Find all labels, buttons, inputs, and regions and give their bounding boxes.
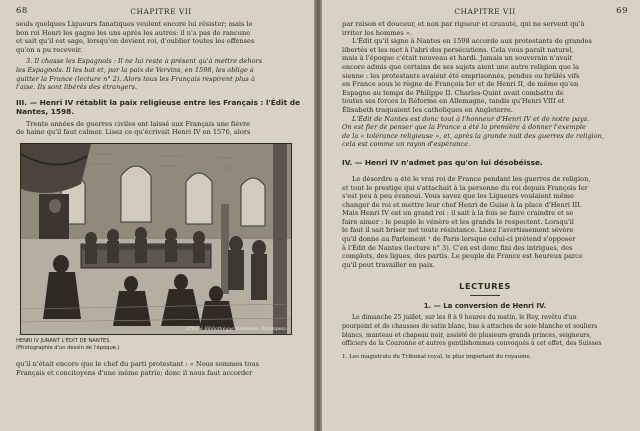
illustration-caption <box>16 338 306 352</box>
lecture-1-title: 1. — La conversion de Henri IV. <box>423 302 547 311</box>
edict-paragraph <box>342 37 628 114</box>
right-opening-paragraph <box>342 20 628 37</box>
text-line: quitter la France (lecture n° 2). Alors tous les Français respirent plus à <box>16 74 255 83</box>
caption-subtitle: (Photographie d'un dessin de l'époque.) <box>16 344 120 351</box>
lectures-rule <box>470 295 500 296</box>
text-line: qu'il donne au Parlement ¹ de Paris lorsque celui-ci prétend s'opposer <box>342 235 576 244</box>
text-line: et sait qu'il est sage, lorsqu'on devient roi, d'oublier toutes les offenses <box>16 37 255 46</box>
text-line: irriter les hommes ». <box>342 28 413 37</box>
text-line: qu'on a pu recevoir. <box>16 45 83 54</box>
text-line: pourpoint et de chausses de satin blanc, bas à attaches de soie blanche et souliers <box>342 323 598 331</box>
footnote: 1. Les magistrats du Tribunal royal, le plus important du royaume. <box>342 353 532 360</box>
caption-title: HENRI IV JURANT L'ÉDIT DE NANTES. <box>16 337 112 344</box>
text-line: de la « tolérance religieuse », et, après la grande nuit des guerres de religion, <box>342 131 604 140</box>
text-line: qu'il n'était encore que le chef du parti protestant : « Nous sommes tous <box>16 359 259 368</box>
illustration-credit: (Cliché Bibliothèque Nationale, Estampes). <box>186 326 287 332</box>
text-line: s'est peu à peu évanoui. Vous savez que les Ligueurs voulaient même <box>342 192 574 201</box>
text-line: Mais Henri IV est un grand roi : il sait à la fois se faire craindre et se <box>342 209 574 218</box>
text-line: sienne : les protestants avaient été emprisonnés, pendus ou brûlés vifs <box>342 71 580 80</box>
text-line: L'Édit qu'il signe à Nantes en 1598 accorde aux protestants de grandes <box>352 37 592 46</box>
lectures-title: LECTURES <box>459 281 511 292</box>
left-chapter-title: CHAPITRE VII <box>130 7 192 16</box>
right-page-number: 69 <box>616 6 628 16</box>
engraving-henri-iv-edict <box>20 143 292 335</box>
left-running-head <box>16 6 306 20</box>
text-line: les Espagnols. Il les bat et, par la paix de Vervins, en 1598, les oblige à <box>16 65 254 74</box>
text-line: seuls quelques Ligueurs fanatiques veulent encore lui résister; mais le <box>16 20 253 28</box>
text-line: officiers de la Couronne et autres gentilshommes convoqués à cet effet, des Suisses <box>342 340 602 348</box>
text-line: mais à l'époque c'était nouveau et hardi. Jamais un souverain n'avait <box>342 54 573 63</box>
text-line: en France sous le règne de François Ier et de Henri II, de même qu'en <box>342 80 579 89</box>
text-line: libertés et les met à l'abri des persécutions. Cela vous paraît naturel, <box>342 45 574 54</box>
text-line: par raison et douceur, et non par rigueur et cruauté, qui ne servent qu'à <box>342 20 585 28</box>
section-heading-iv: IV. — Henri IV n'admet pas qu'on lui désobéisse. <box>342 157 543 167</box>
text-line: et tout le prestige qui s'attachait à la personne du roi depuis François Ier <box>342 183 588 192</box>
text-line: de haine qu'il faut calmer. Lisez ce qu'écrivait Henri IV en 1576, alors <box>16 128 251 137</box>
left-opening-paragraph <box>16 20 306 54</box>
right-page <box>322 0 640 431</box>
text-line: Trente années de guerres civiles ont laissé aux Français une fièvre <box>26 119 251 128</box>
text-line: à l'Édit de Nantes (lecture n° 3). C'en est donc fini des intrigues, des <box>342 243 573 252</box>
text-line: Élisabeth traquaient les catholiques en Angleterre. <box>342 105 513 114</box>
text-line: blancs, manteau et chapeau noir, assisté de plusieurs grands princes, seigneurs, <box>342 331 592 339</box>
text-line: complots, des ligues, des partis. Le peuple de France est heureux parce <box>342 252 583 261</box>
right-page-content <box>342 6 628 361</box>
text-line: cela est comme un rayon d'espérance. <box>342 140 471 149</box>
text-line: encore admis que certains de ses sujets aient une autre religion que la <box>342 62 580 71</box>
honour-paragraph <box>342 115 628 149</box>
text-line: On est fier de penser que la France a été la première à donner l'exemple <box>342 123 586 132</box>
section-heading-iii: III. — Henri IV rétablit la paix religieuse entre les Français : l'Édit de Nantes, 1598. <box>16 97 301 116</box>
text-line: 3. Il chasse les Espagnols : Il ne lui reste à présent qu'à mettre dehors <box>26 57 263 66</box>
text-line: Le désordre a été le vrai roi de France pendant les guerres de religion, <box>352 174 591 183</box>
section-iii-intro <box>16 120 306 137</box>
text-line: changer de roi et mettre leur chef Henri de Guise à la place d'Henri III. <box>342 200 582 209</box>
right-chapter-title: CHAPITRE VII <box>454 7 516 16</box>
lecture-1-text <box>342 314 628 348</box>
left-page-number: 68 <box>16 6 28 16</box>
left-page <box>0 0 314 431</box>
text-line: L'Édit de Nantes est donc tout à l'honneur d'Henri IV et de notre pays. <box>352 114 590 123</box>
text-line: Français et concitoyens d'une même patrie; donc il nous faut accorder <box>16 368 253 377</box>
text-line: qu'il peut travailler en paix. <box>342 260 435 269</box>
text-line: l'aise. Ils sont libérés des étrangers. <box>16 83 138 92</box>
text-line: Le dimanche 25 juillet, sur les 8 à 9 heures du matin, le Roy, revêtu d'un <box>352 314 577 322</box>
text-line: le faut il sait briser net toute résistance. Lisez l'avertissement sévère <box>342 226 574 235</box>
book-gutter <box>314 0 322 431</box>
text-line: faire aimer : le peuple le vénère et les grands le respectent. Lorsqu'il <box>342 217 575 226</box>
text-line: bon roi Henri les gagne les uns après les autres: il n'a pas de rancune <box>16 28 251 37</box>
left-page-content <box>16 6 306 377</box>
text-line: Espagne au temps de Philippe II. Charles-Quint avait combattu de <box>342 88 564 97</box>
section-iv-paragraph <box>342 175 628 270</box>
right-running-head <box>342 6 628 20</box>
point-3-paragraph <box>16 57 306 91</box>
engraving-drawing <box>21 144 291 334</box>
text-line: toutes ses forces la Réforme en Allemagne, tandis qu'Henri VIII et <box>342 97 565 106</box>
left-closing-paragraph <box>16 360 306 377</box>
